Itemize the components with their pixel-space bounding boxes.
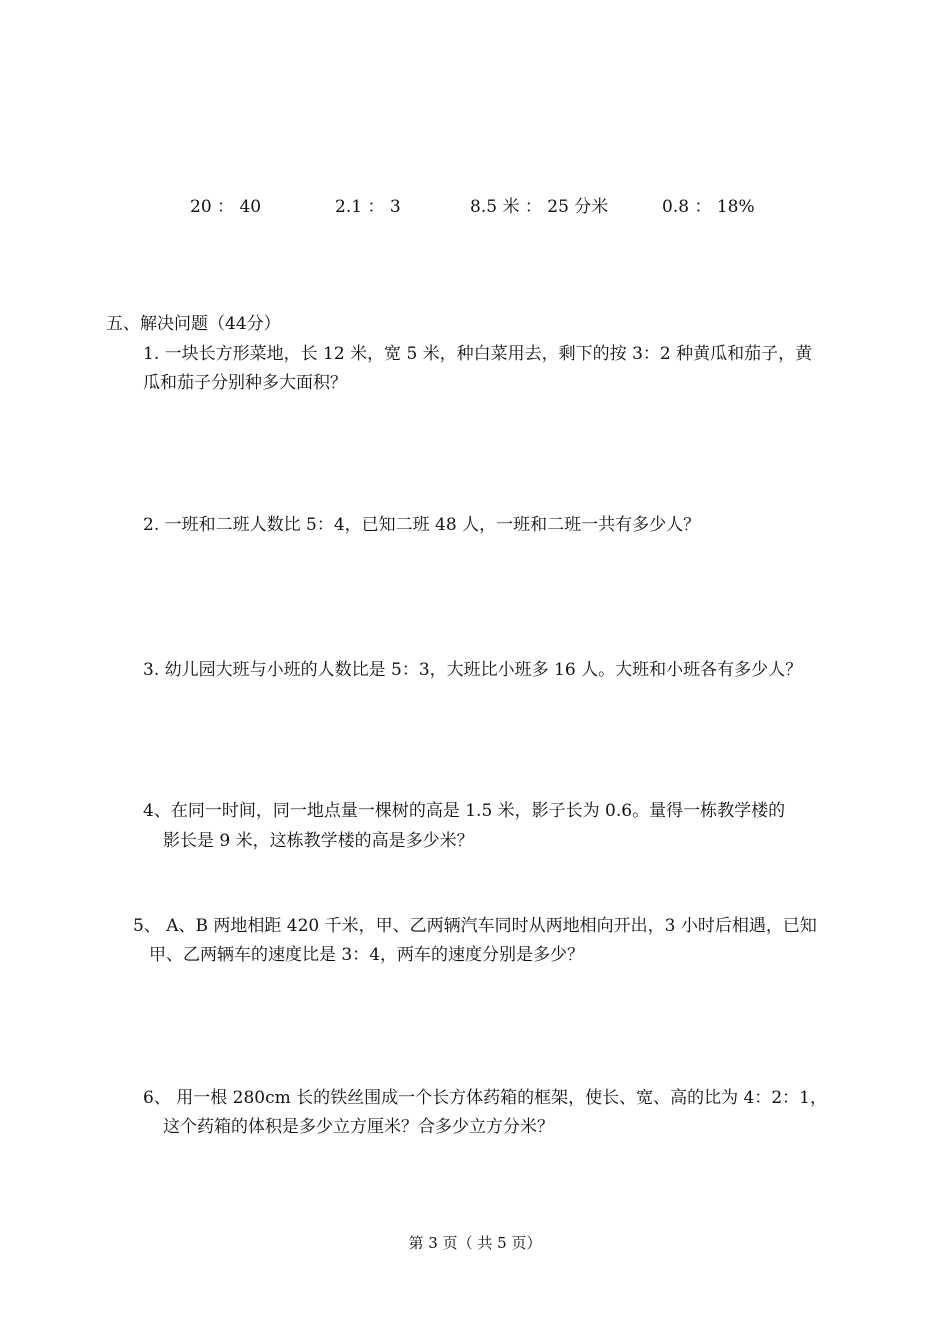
ratio-item: 0.8 ： 18% xyxy=(662,197,755,217)
ratio-item: 2.1 ： 3 xyxy=(335,197,401,217)
question-5-line-1: 5、 A、B 两地相距 420 千米，甲、乙两辆汽车同时从两地相向开出，3 小时后相遇，已知 xyxy=(133,916,817,936)
question-1-line-2: 瓜和茄子分别种多大面积？ xyxy=(143,373,347,393)
ratio-item: 20 ： 40 xyxy=(190,197,262,217)
question-4-line-1: 4、在同一时间，同一地点量一棵树的高是 1.5 米，影子长为 0.6。量得一栋教学楼的 xyxy=(143,801,786,821)
question-4-line-2: 影长是 9 米，这栋教学楼的高是多少米？ xyxy=(163,831,474,851)
question-1-line-1: 1. 一块长方形菜地，长 12 米，宽 5 米，种白菜用去，剩下的按 3：2 种黄瓜和茄子，黄 xyxy=(143,344,813,364)
question-5-line-2: 甲、乙两辆车的速度比是 3：4，两车的速度分别是多少？ xyxy=(149,945,585,965)
question-3: 3. 幼儿园大班与小班的人数比是 5：3，大班比小班多 16 人。大班和小班各有多少人？ xyxy=(143,660,803,680)
page-number-footer: 第 3 页（ 共 5 页） xyxy=(408,1234,542,1252)
ratio-item: 8.5 米 ： 25 分米 xyxy=(470,197,609,217)
section-heading: 五、解决问题（44分） xyxy=(106,314,281,334)
question-2: 2. 一班和二班人数比 5：4，已知二班 48 人，一班和二班一共有多少人？ xyxy=(143,515,701,535)
question-6-line-2: 这个药箱的体积是多少立方厘米？合多少立方分米？ xyxy=(163,1117,554,1137)
question-6-line-1: 6、 用一根 280cm 长的铁丝围成一个长方体药箱的框架，使长、宽、高的比为 4：2：1， xyxy=(143,1088,827,1108)
